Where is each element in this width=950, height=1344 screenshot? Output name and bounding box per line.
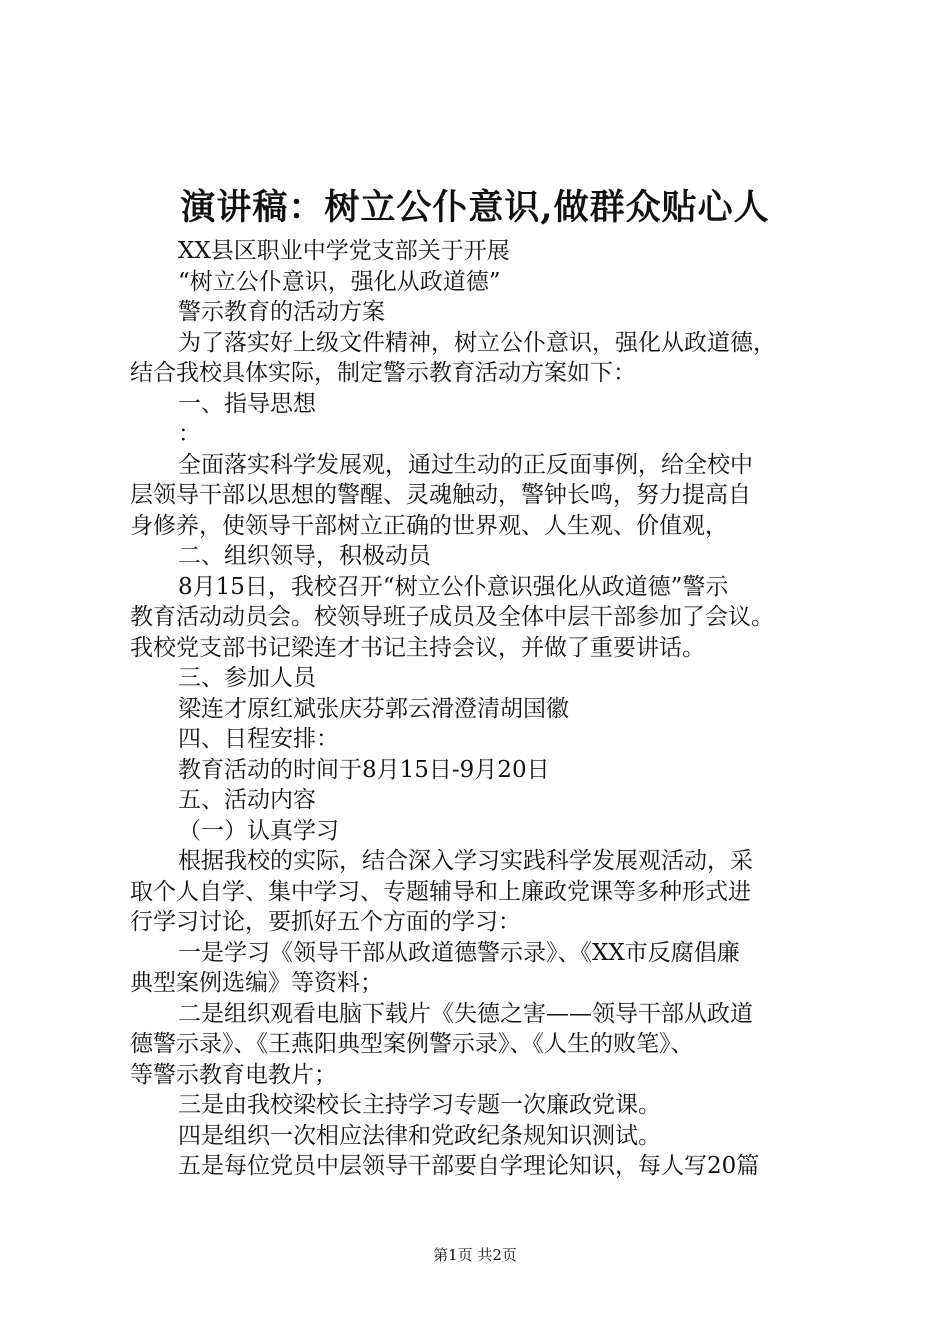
text-line: 二、组织领导，积极动员 bbox=[178, 543, 431, 569]
text-line: （一）认真学习 bbox=[178, 817, 339, 844]
text-line: “树立公仆意识，强化从政道德” bbox=[178, 268, 501, 295]
text-line: 我校党支部书记梁连才书记主持会议，并做了重要讲话。 bbox=[130, 634, 705, 661]
document-body bbox=[130, 236, 835, 1182]
text-line: 警示教育的活动方案 bbox=[178, 299, 385, 325]
text-line: 五是每位党员中层领导干部要自学理论知识，每人写20篇 bbox=[178, 1153, 760, 1179]
page-footer: 第1页 共2页 bbox=[433, 1246, 517, 1264]
text-line: 四、日程安排： bbox=[178, 726, 339, 752]
text-line: XX县区职业中学党支部关于开展 bbox=[178, 238, 510, 264]
text-line: 典型案例选编》等资料； bbox=[130, 970, 383, 996]
text-line: 一是学习《领导干部从政道德警示录》、《XX市反腐倡廉 bbox=[178, 939, 740, 966]
text-line: 五、活动内容 bbox=[178, 787, 316, 813]
text-line: 结合我校具体实际，制定警示教育活动方案如下： bbox=[130, 360, 636, 386]
text-line: 根据我校的实际，结合深入学习实践科学发展观活动，采 bbox=[178, 848, 753, 874]
text-line: 梁连才原红斌张庆芬郭云滑澄清胡国徽 bbox=[178, 695, 569, 722]
text-line: 二是组织观看电脑下载片《失德之害——领导干部从政道 bbox=[178, 1000, 753, 1027]
text-line: 德警示录》、《王燕阳典型案例警示录》、《人生的败笔》、 bbox=[130, 1031, 694, 1057]
text-line: 三是由我校梁校长主持学习专题一次廉政党课。 bbox=[178, 1092, 661, 1118]
text-line: 为了落实好上级文件精神，树立公仆意识，强化从政道德， bbox=[178, 329, 776, 356]
text-line: 一、指导思想 bbox=[178, 390, 316, 417]
text-line: 等警示教育电教片； bbox=[130, 1061, 337, 1088]
document-title: 演讲稿：树立公仆意识,做群众贴心人 bbox=[180, 187, 770, 228]
text-line: 8月15日，我校召开“树立公仆意识强化从政道德”警示 bbox=[178, 573, 729, 600]
text-line: 行学习讨论，要抓好五个方面的学习： bbox=[130, 909, 521, 935]
text-line: 层领导干部以思想的警醒、灵魂触动，警钟长鸣，努力提高自 bbox=[130, 482, 751, 508]
text-line: ： bbox=[178, 421, 201, 447]
text-line: 教育活动的时间于8月15日-9月20日 bbox=[178, 756, 550, 783]
text-line: 取个人自学、集中学习、专题辅导和上廉政党课等多种形式进 bbox=[130, 878, 751, 905]
text-line: 三、参加人员 bbox=[178, 665, 316, 691]
text-line: 全面落实科学发展观，通过生动的正反面事例，给全校中 bbox=[178, 451, 753, 478]
text-line: 教育活动动员会。校领导班子成员及全体中层干部参加了会议。 bbox=[130, 604, 774, 630]
text-line: 身修养，使领导干部树立正确的世界观、人生观、价值观， bbox=[130, 512, 728, 539]
text-line: 四是组织一次相应法律和党政纪条规知识测试。 bbox=[178, 1122, 661, 1149]
